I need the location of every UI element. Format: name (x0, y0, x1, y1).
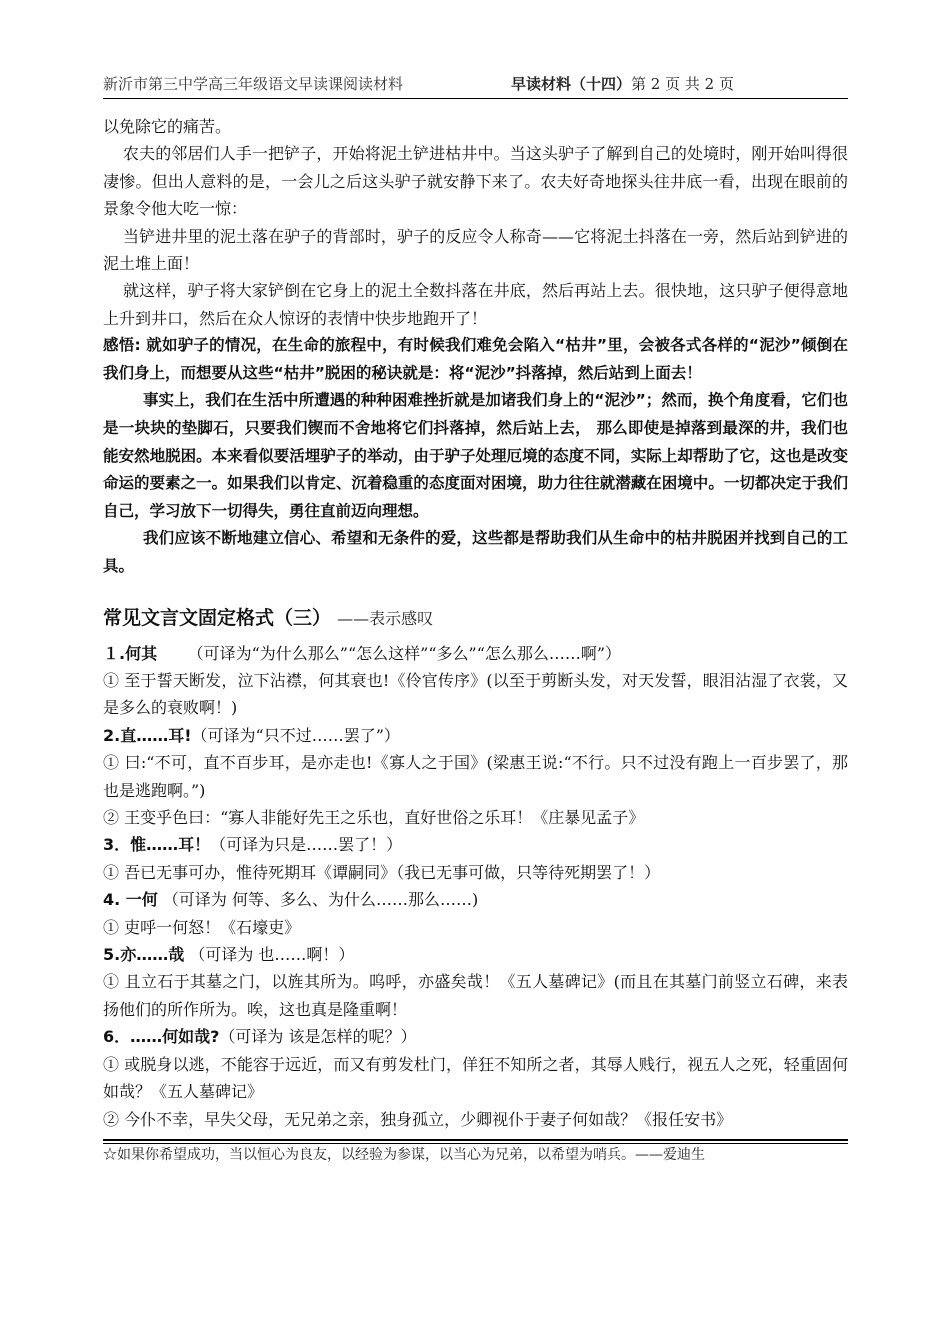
formula-label: 2.直……耳! (103, 725, 192, 745)
formula-list (103, 640, 848, 1133)
formula-example: ① 或脱身以逃，不能容于远近，而又有剪发杜门，佯狂不知所之者，其辱人贱行，视五人之死，轻重固何如哉？《五人墓碑记》 (103, 1054, 848, 1102)
story-paragraph: 农夫的邻居们人手一把铲子，开始将泥土铲进枯井中。当这头驴子了解到自己的处境时，刚开始叫得很凄惨。但出人意料的是，一会儿之后这头驴子就安静下来了。农夫好奇地探头往井底一看，出现在眼前的景象令他大吃一惊： (103, 144, 848, 219)
section-heading (103, 603, 848, 634)
page-header (103, 72, 848, 99)
formula-label: 5.亦……哉 (103, 945, 185, 965)
formula-item (103, 1023, 848, 1133)
footer-divider (103, 1139, 848, 1141)
formula-note: （可译为 也……啊！） (189, 945, 355, 965)
story-section (103, 113, 848, 332)
formula-label: 3．惟……耳！ (103, 835, 211, 855)
formula-example: ① 且立石于其墓之门，以旌其所为。呜呼，亦盛矣哉！《五人墓碑记》(而且在其墓门前竖立石碑，来表扬他们的所作所为。唉，这也真是隆重啊！ (103, 972, 848, 1019)
formula-item (103, 640, 848, 722)
formula-note: （可译为 何等、多么、为什么……那么……) (162, 890, 479, 910)
story-paragraph: 以免除它的痛苦。 (103, 117, 232, 136)
formula-item (103, 886, 848, 941)
formula-label: 4. 一何 (103, 890, 158, 910)
reflection-section (103, 332, 848, 580)
section-title: 常见文言文固定格式（三） (103, 606, 332, 629)
reflection-paragraph: 感悟: 就如驴子的情况，在生命的旅程中，有时候我们难免会陷入“枯井”里，会被各式各样的“泥沙”倾倒在我们身上，而想要从这些“枯井”脱困的秘诀就是：将“泥沙”抖落掉，然后站到上面去！ (103, 336, 848, 382)
formula-item (103, 722, 848, 832)
formula-note: （可译为“为什么那么”“怎么这样”“多么”“怎么那么……啊”） (187, 643, 622, 663)
formula-note: （可译为“只不过……罢了”） (191, 725, 400, 745)
footer-quote: ☆如果你希望成功，当以恒心为良友，以经验为参谋，以当心为兄弟，以希望为哨兵。——爱迪生 (103, 1146, 705, 1163)
section-subtitle: ——表示感叹 (337, 608, 434, 628)
header-material-title: 早读材料（十四） (511, 75, 632, 93)
formula-note: （可译为只是……罢了！） (210, 835, 403, 855)
header-page-number: 第 2 页 共 2 页 (631, 75, 734, 93)
formula-example: ② 王变乎色曰：“寡人非能好先王之乐也，直好世俗之乐耳！《庄暴见孟子》 (103, 808, 645, 828)
story-paragraph: 当铲进井里的泥土落在驴子的背部时，驴子的反应令人称奇——它将泥土抖落在一旁，然后站到铲进的泥土堆上面！ (103, 226, 848, 274)
header-page-info (511, 73, 734, 94)
formula-example: ① 吾已无事可办，惟待死期耳《谭嗣同》（我已无事可做，只等待死期罢了！） (103, 862, 661, 882)
formula-label: 6．……何如哉? (103, 1027, 220, 1047)
header-school: 新沂市第三中学高三年级语文早读课阅读材料 (103, 75, 404, 93)
formula-label: １.何其 (103, 643, 158, 663)
formula-example: ① 曰:“不可，直不百步耳，是亦走也!《寡人之于国》(梁惠王说:“不行。只不过没有跑上一百步罢了，那也是逃跑啊。”) (103, 753, 848, 800)
document-page (103, 72, 848, 1166)
reflection-paragraph: 事实上，我们在生活中所遭遇的种种困难挫折就是加诸我们身上的“泥沙”；然而，换个角度看，它们也是一块块的垫脚石，只要我们锲而不舍地将它们抖落掉，然后站上去， 那么即使是掉落到最深的井，我们也能安然地脱困。本来看似要活埋驴子的举动，由于驴子处理厄境的态度不同，实际上却帮助了它，这也是改变命运的要素之一。如果我们以肯定、沉着稳重的态度面对困境，助力往往就潜藏在困境中。一切都决定于我们自己，学习放下一切得失，勇往直前迈向理想。 (103, 391, 848, 520)
formula-note: （可译为 该是怎样的呢？） (219, 1027, 417, 1047)
formula-item (103, 831, 848, 886)
reflection-paragraph: 我们应该不断地建立信心、希望和无条件的爱，这些都是帮助我们从生命中的枯井脱困并找到自己的工具。 (103, 529, 848, 575)
story-paragraph: 就这样，驴子将大家铲倒在它身上的泥土全数抖落在井底，然后再站上去。很快地，这只驴子便得意地上升到井口，然后在众人惊讶的表情中快步地跑开了！ (103, 281, 848, 328)
formula-item (103, 941, 848, 1023)
formula-example: ② 今仆不幸，早失父母，无兄弟之亲，独身孤立，少卿视仆于妻子何如哉？《报任安书》 (103, 1109, 733, 1129)
formula-example: ① 至于誓天断发，泣下沾襟，何其衰也!《伶官传序》(以至于剪断头发，对天发誓，眼泪沾湿了衣裳，又是多么的衰败啊！) (103, 671, 848, 718)
formula-example: ① 吏呼一何怒！《石壕吏》 (103, 917, 301, 937)
